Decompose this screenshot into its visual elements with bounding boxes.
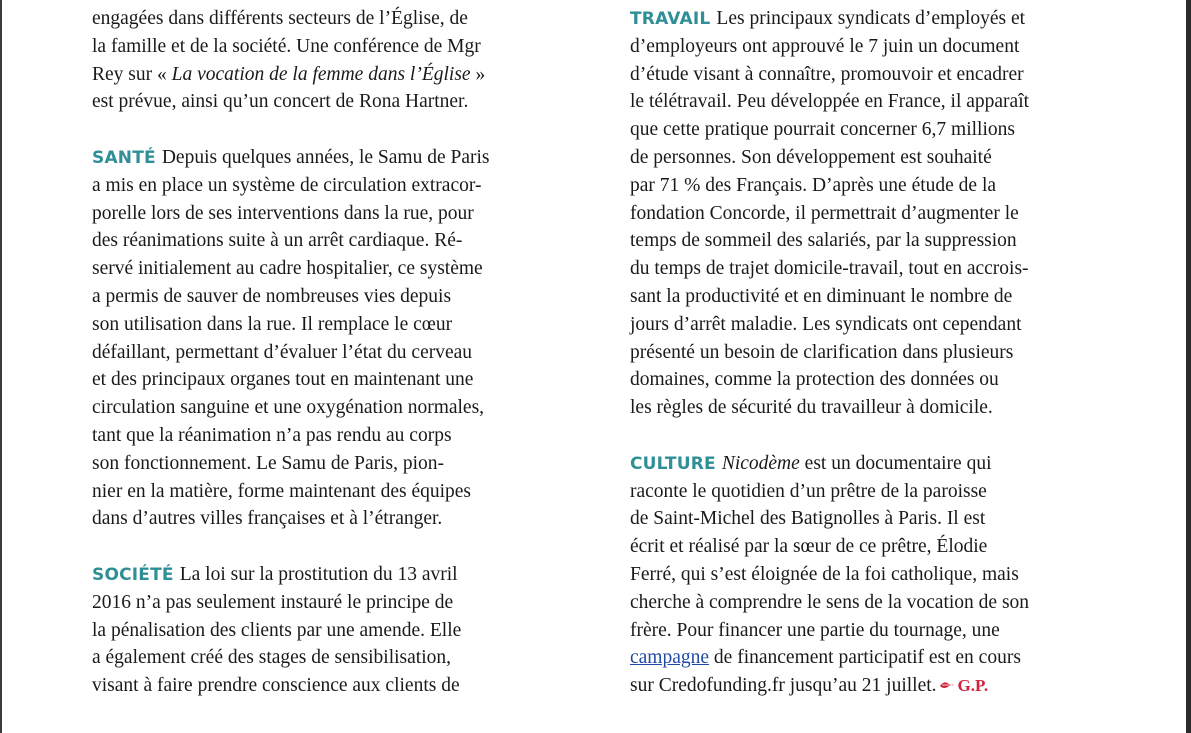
text-line: frère. Pour financer une partie du tournage, une [630, 619, 1000, 641]
text-line: sant la productivité et en diminuant le nombre de [630, 285, 1013, 307]
text-line: d’étude visant à connaître, promouvoir et encadrer [630, 63, 1024, 85]
text-line: est prévue, ainsi qu’un concert de Rona Hartner. [92, 91, 469, 113]
text-line: la famille et de la société. Une conférence de Mgr [92, 35, 481, 57]
section-tag-societe: SOCIÉTÉ [92, 564, 174, 585]
text-line: son utilisation dans la rue. Il remplace le cœur [92, 313, 453, 335]
text-line: a mis en place un système de circulation extracor- [92, 174, 482, 196]
text-line: temps de sommeil des salariés, par la suppression [630, 230, 1017, 252]
text-line: visant à faire prendre conscience aux clients de [92, 675, 460, 697]
conference-title: La vocation de la femme dans l’Église [171, 63, 471, 85]
text-line: fondation Concorde, il permettrait d’augmenter le [630, 202, 1019, 224]
text-line: circulation sanguine et une oxygénation normales, [92, 397, 485, 419]
section-societe [92, 561, 562, 700]
text-line: TRAVAIL Les principaux syndicats d’employés et [630, 8, 1026, 29]
film-title: Nicodème [721, 452, 800, 474]
text-line: 2016 n’a pas seulement instauré le principe de [92, 591, 454, 613]
text-line: sur Credofunding.fr jusqu’au 21 juillet. G.P. [630, 675, 989, 697]
text-line: a également créé des stages de sensibilisation, [92, 647, 451, 669]
section-sante [92, 144, 562, 533]
text-line: Rey sur « La vocation de la femme dans l’Église » [92, 63, 486, 85]
text-line: porelle lors de ses interventions dans la rue, pour [92, 202, 474, 224]
text-line: dans d’autres villes françaises et à l’étranger. [92, 508, 443, 530]
text-line: écrit et réalisé par la sœur de ce prêtre, Élodie [630, 536, 988, 558]
text-line: jours d’arrêt maladie. Les syndicats ont cependant [630, 313, 1022, 335]
text-line: cherche à comprendre le sens de la vocation de son [630, 591, 1030, 613]
text-line: par 71 % des Français. D’après une étude de la [630, 174, 997, 196]
author-signature: G.P. [957, 676, 989, 696]
page-edge-right [1186, 0, 1191, 733]
text-line: des réanimations suite à un arrêt cardiaque. Ré- [92, 230, 463, 252]
text-line: le télétravail. Peu développée en France, il apparaît [630, 91, 1030, 113]
text-line: de Saint-Michel des Batignolles à Paris. Il est [630, 508, 986, 530]
text-line: Ferré, qui s’est éloignée de la foi catholique, mais [630, 563, 1019, 585]
text-line: présenté un besoin de clarification dans plusieurs [630, 341, 1014, 363]
text-line: et des principaux organes tout en maintenant une [92, 369, 474, 391]
text-line: SOCIÉTÉ La loi sur la prostitution du 13 avril [92, 563, 458, 585]
text-line: que cette pratique pourrait concerner 6,7 millions [630, 119, 1015, 141]
text-line: défaillant, permettant d’évaluer l’état du cerveau [92, 341, 473, 363]
right-column [630, 5, 1110, 700]
text-line: SANTÉ Depuis quelques années, le Samu de Paris [92, 146, 490, 168]
pen-icon [939, 680, 955, 690]
campagne-link[interactable]: campagne [630, 647, 710, 669]
text-line: de personnes. Son développement est souhaité [630, 146, 992, 168]
text-line: nier en la matière, forme maintenant des équipes [92, 480, 472, 502]
text-line: la pénalisation des clients par une amende. Elle [92, 619, 462, 641]
section-tag-culture: CULTURE [630, 453, 716, 474]
text-line: domaines, comme la protection des données ou [630, 369, 999, 391]
text-line: servé initialement au cadre hospitalier, ce système [92, 258, 483, 280]
text-line: engagées dans différents secteurs de l’Église, de [92, 8, 468, 29]
text-line: CULTURE Nicodème est un documentaire qui [630, 452, 992, 474]
section-culture [630, 450, 1110, 700]
text-line: tant que la réanimation n’a pas rendu au corps [92, 424, 452, 446]
section-tag-travail: TRAVAIL [630, 9, 711, 29]
text-line: du temps de trajet domicile-travail, tout en accrois- [630, 258, 1029, 280]
section-tag-sante: SANTÉ [92, 147, 156, 168]
page-edge-left [0, 0, 2, 733]
text-line: d’employeurs ont approuvé le 7 juin un document [630, 35, 1020, 57]
text-line: les règles de sécurité du travailleur à domicile. [630, 397, 993, 419]
text-line: son fonctionnement. Le Samu de Paris, pion- [92, 452, 445, 474]
text-line: raconte le quotidien d’un prêtre de la paroisse [630, 480, 987, 502]
section-travail [630, 5, 1110, 422]
text-line: a permis de sauver de nombreuses vies depuis [92, 285, 452, 307]
left-column [92, 5, 562, 700]
text-line: campagne de financement participatif est en cours [630, 647, 1021, 669]
